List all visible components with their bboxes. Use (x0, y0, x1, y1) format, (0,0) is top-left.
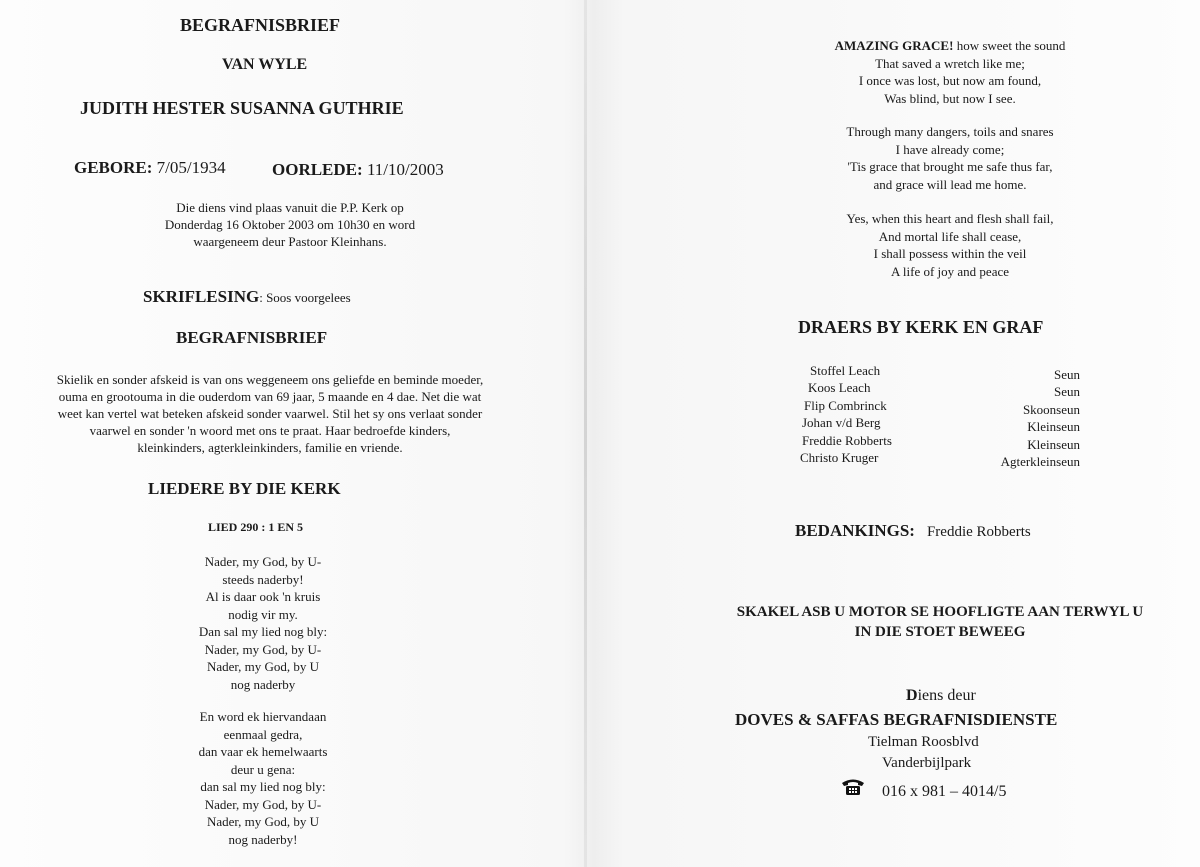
amazing-grace-stanza-1 (790, 37, 1110, 107)
notice-line: SKAKEL ASB U MOTOR SE HOOFLIGTE AAN TERWYL U (736, 604, 1144, 620)
skriflesing-line (143, 287, 351, 307)
page-fold (584, 0, 587, 867)
phone-number: 016 x 981 – 4014/5 (882, 783, 1007, 800)
pallbearer-relation: Seun (1054, 384, 1080, 400)
lied-number: LIED 290 : 1 EN 5 (208, 520, 304, 534)
pallbearer-name: Stoffel Leach (810, 363, 881, 378)
bedankings-value: Freddie Robberts (926, 524, 1031, 540)
paragraph-line: kleinkinders, agterkleinkinders, familie en vriende. (137, 440, 403, 455)
pallbearer-relation: Skoonseun (1022, 401, 1080, 417)
oorlede-label: OORLEDE: (272, 160, 363, 179)
verse-line: nodig vir my. (228, 606, 298, 622)
verse-line: Dan sal my lied nog bly: (198, 624, 328, 639)
lyric-line: I shall possess within the veil (873, 246, 1027, 261)
lyric-line: Yes, when this heart and flesh shall fail, (846, 211, 1054, 226)
paragraph-line: ouma en grootouma in die ouderdom van 69 jaar, 5 maande en 4 dae. Net die wat (58, 389, 482, 404)
verse-line: Nader, my God, by U (206, 659, 320, 674)
verse-line: dan sal my lied nog bly: (200, 779, 326, 794)
pallbearer-relations (980, 366, 1080, 470)
pallbearer-relation: Agterkleinseun (1000, 454, 1080, 470)
paragraph-line: Skielik en sonder afskeid is van ons weggeneem ons geliefde en beminde moeder, (56, 372, 484, 387)
amazing-grace-stanza-3 (790, 210, 1110, 280)
service-line: Die diens vind plaas vanuit die P.P. Kerk op (176, 200, 404, 215)
lyric-line: AMAZING GRACE! how sweet the sound (834, 38, 1066, 53)
right-page (600, 0, 1200, 867)
skriflesing-label: SKRIFLESING (143, 287, 260, 306)
lyric-line: That saved a wretch like me; (875, 55, 1025, 71)
verse-line: nog naderby! (228, 831, 298, 847)
lyric-line: I once was lost, but now am found, (858, 73, 1042, 88)
verse-line: steeds naderby! (222, 571, 304, 587)
hymn-verse-1 (163, 553, 363, 693)
pallbearer-name: Johan v/d Berg (802, 415, 881, 431)
obituary-paragraph (10, 371, 530, 456)
pallbearer-name: Koos Leach (808, 380, 871, 396)
pallbearer-name: Christo Kruger (800, 450, 879, 466)
service-line: Donderdag 16 Oktober 2003 om 10h30 en word (164, 217, 416, 232)
company-street: Tielman Roosblvd (868, 734, 979, 750)
gebore-line (74, 158, 226, 178)
lyric-line: And mortal life shall cease, (878, 228, 1022, 244)
bedankings-label: BEDANKINGS: (795, 521, 915, 540)
gebore-date: 7/05/1934 (156, 158, 226, 177)
subtitle: BEGRAFNISBRIEF (176, 328, 328, 347)
pallbearer-names (800, 362, 892, 466)
verse-line: dan vaar ek hemelwaarts (198, 744, 328, 759)
notice-line: IN DIE STOET BEWEEG (854, 624, 1026, 640)
bedankings-line (795, 521, 1031, 541)
page-title: BEGRAFNISBRIEF (180, 15, 341, 35)
verse-line: Nader, my God, by U (206, 814, 320, 829)
lyric-line: Through many dangers, toils and snares (846, 124, 1054, 139)
van-wyle: VAN WYLE (222, 56, 308, 73)
verse-line: eenmaal gedra, (223, 726, 303, 742)
hymn-verse-2 (163, 708, 363, 848)
amazing-grace-stanza-2 (790, 123, 1110, 193)
verse-line: Nader, my God, by U- (204, 641, 322, 657)
skriflesing-value: : Soos voorgelees (259, 290, 351, 305)
lyric-line: Was blind, but now I see. (884, 90, 1016, 106)
diens-deur: Diens deur (906, 687, 976, 704)
company-city: Vanderbijlpark (882, 755, 972, 771)
paragraph-line: vaarwel en sonder 'n woord met ons te praat. Haar bedroefde kinders, (89, 423, 451, 438)
lyric-line: I have already come; (895, 141, 1005, 157)
headlights-notice (685, 602, 1195, 642)
verse-line: En word ek hiervandaan (199, 709, 327, 724)
paragraph-line: weet kan vertel wat beteken afskeid sonder vaarwel. Stil het sy ons verlaat sonder (57, 406, 483, 421)
company-name: DOVES & SAFFAS BEGRAFNISDIENSTE (735, 710, 1058, 729)
service-details (100, 199, 480, 250)
amazing-grace-title: AMAZING GRACE! (834, 38, 954, 53)
pallbearer-relation: Kleinseun (1027, 436, 1080, 452)
draers-heading: DRAERS BY KERK EN GRAF (798, 317, 1044, 337)
oorlede-line (272, 160, 444, 180)
deceased-name: JUDITH HESTER SUSANNA GUTHRIE (80, 98, 404, 118)
lyric-line: and grace will lead me home. (873, 176, 1027, 192)
verse-line: Nader, my God, by U- (204, 796, 322, 812)
pallbearer-relation: Seun (1054, 367, 1080, 382)
liedere-heading: LIEDERE BY DIE KERK (148, 479, 341, 498)
pallbearer-name: Freddie Robberts (802, 432, 892, 448)
verse-line: Al is daar ook 'n kruis (205, 589, 321, 604)
verse-line: nog naderby (230, 676, 296, 692)
lyric-line: 'Tis grace that brought me safe thus far, (847, 159, 1053, 174)
gebore-label: GEBORE: (74, 158, 153, 177)
verse-line: Nader, my God, by U- (204, 554, 322, 569)
left-page (0, 0, 560, 867)
lyric-line: A life of joy and peace (890, 263, 1010, 279)
telephone-icon (840, 777, 866, 797)
pallbearer-name: Flip Combrinck (804, 397, 887, 413)
verse-line: deur u gena: (230, 761, 296, 777)
pallbearer-relation: Kleinseun (1027, 419, 1080, 435)
service-line: waargeneem deur Pastoor Kleinhans. (193, 234, 387, 249)
oorlede-date: 11/10/2003 (366, 160, 444, 179)
